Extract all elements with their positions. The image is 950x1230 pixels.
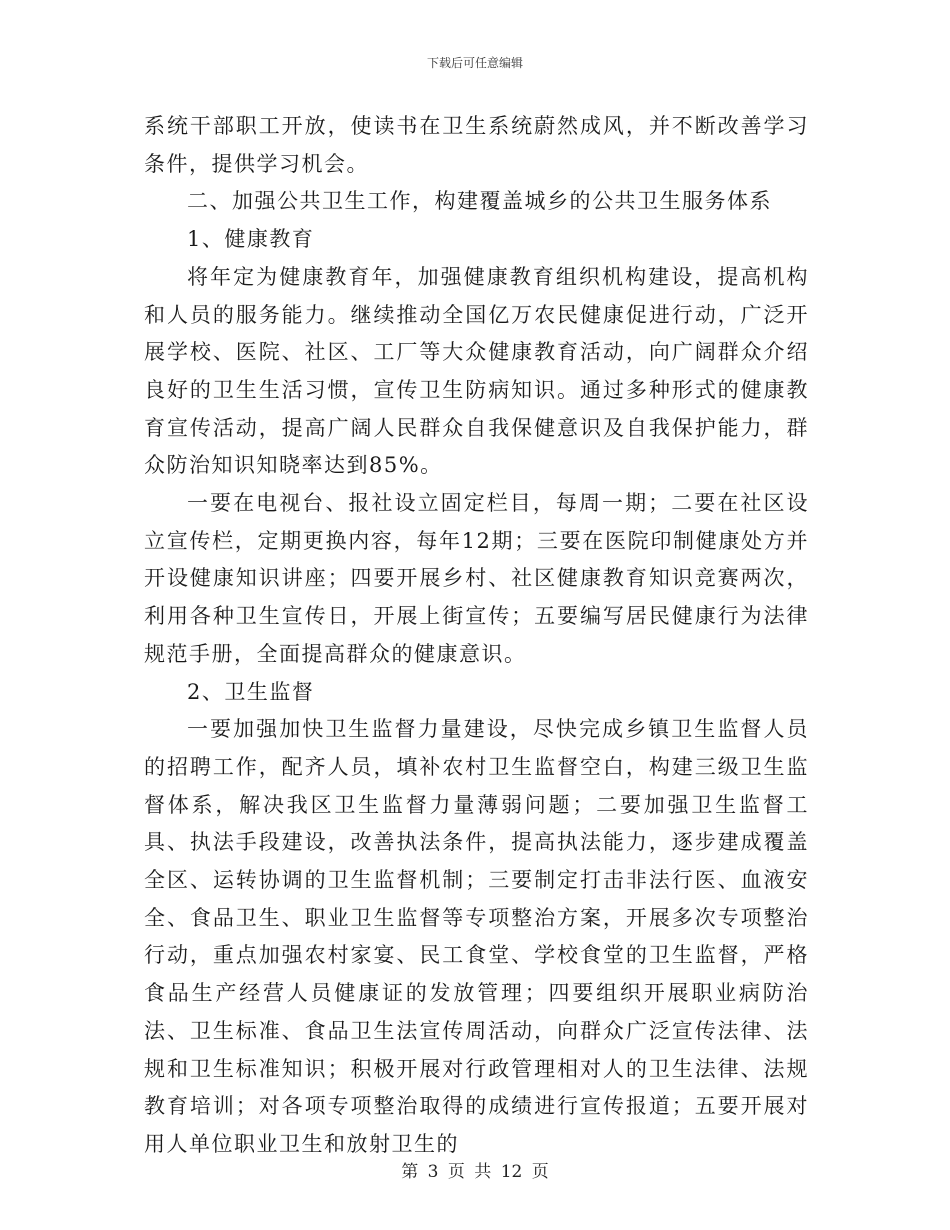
paragraph-health-education: 将年定为健康教育年，加强健康教育组织机构建设，提高机构和人员的服务能力。继续推动全国亿万农民健康促进行动，广泛开展学校、医院、社区、工厂等大众健康教育活动，向广阔群众介绍良好的卫生生活习惯，宣传卫生防病知识。通过多种形式的健康教育宣传活动，提高广阔人民群众自我保健意识及自我保护能力，群众防治知识知晓率达到85%。: [144, 264, 809, 478]
page-number: 第 3 页 共 12 页: [401, 1162, 549, 1182]
paragraph-health-education-tasks: 一要在电视台、报社设立固定栏目，每周一期；二要在社区设立宣传栏，定期更换内容，每年12期；三要在医院印制健康处方并开设健康知识讲座；四要开展乡村、社区健康教育知识竞赛两次，利用各种卫生宣传日，开展上街宣传；五要编写居民健康行为法律规范手册，全面提高群众的健康意识。: [144, 491, 809, 666]
document-body: [144, 108, 809, 1164]
subsection-heading-health-supervision: 2、卫生监督: [187, 679, 315, 704]
page-header-note: 下载后可任意编辑: [426, 56, 523, 70]
paragraph-health-supervision: 一要加强加快卫生监督力量建设，尽快完成乡镇卫生监督人员的招聘工作，配齐人员，填补农村卫生监督空白，构建三级卫生监督体系，解决我区卫生监督力量薄弱问题；二要加强卫生监督工具、执法手段建设，改善执法条件，提高执法能力，逐步建成覆盖全区、运转协调的卫生监督机制；三要制定打击非法行医、血液安全、食品卫生、职业卫生监督等专项整治方案，开展多次专项整治行动，重点加强农村家宴、民工食堂、学校食堂的卫生监督，严格食品生产经营人员健康证的发放管理；四要组织开展职业病防治法、卫生标准、食品卫生法宣传周活动，向群众广泛宣传法律、法规和卫生标准知识；积极开展对行政管理相对人的卫生法律、法规教育培训；对各项专项整治取得的成绩进行宣传报道；五要开展对用人单位职业卫生和放射卫生的: [144, 717, 809, 1156]
subsection-heading-health-education: 1、健康教育: [187, 227, 315, 252]
section-heading: 二、加强公共卫生工作，构建覆盖城乡的公共卫生服务体系: [187, 189, 772, 214]
paragraph-continuation: 系统干部职工开放，使读书在卫生系统蔚然成风，并不断改善学习条件，提供学习机会。: [144, 114, 809, 176]
